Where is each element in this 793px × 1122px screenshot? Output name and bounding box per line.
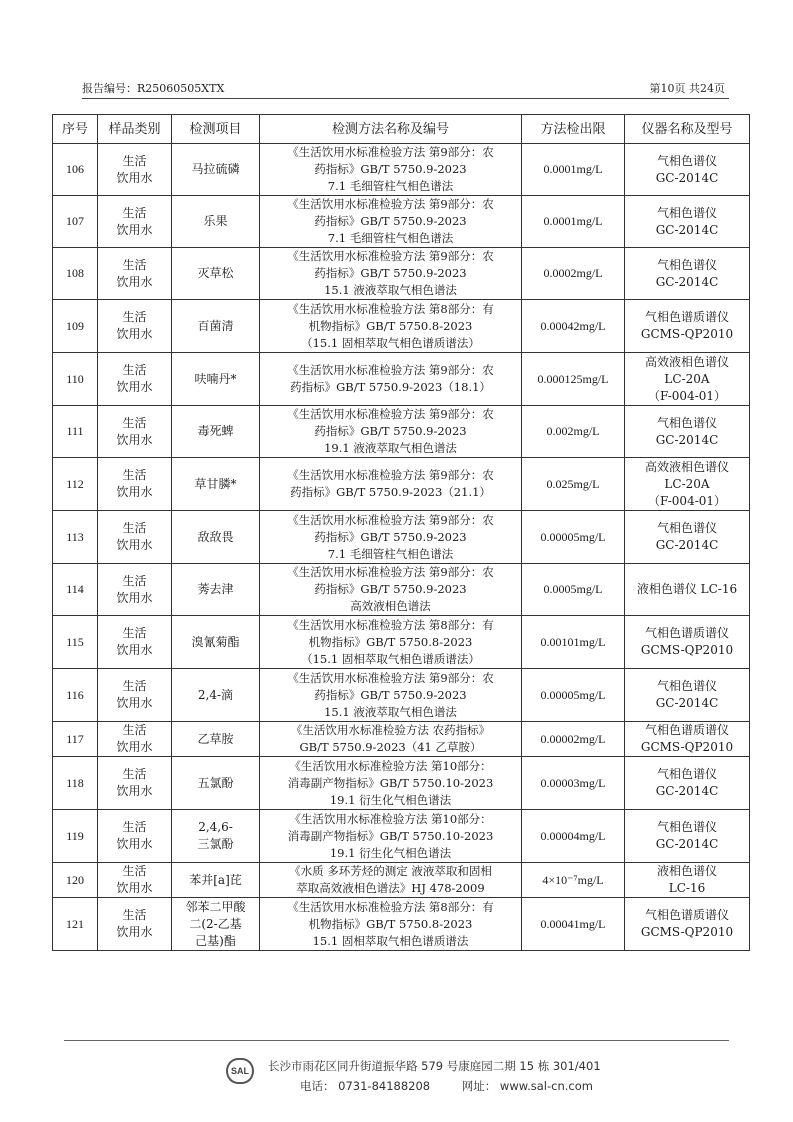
method-line: 消毒副产物指标》GB/T 5750.10-2023: [287, 828, 494, 843]
category-line: 生活: [122, 257, 147, 272]
item-line: 草甘膦*: [194, 476, 237, 491]
cell-method: [260, 898, 522, 951]
cell-item: [172, 722, 260, 757]
table-body: [53, 144, 750, 951]
table-row: [53, 353, 750, 406]
cell-instrument: [625, 353, 750, 406]
item-line: 呋喃丹*: [194, 371, 237, 386]
footer-phone: 电话： 0731-84188208: [300, 1079, 431, 1093]
category-line: 饮用水: [116, 538, 153, 552]
method-line: 药指标》GB/T 5750.9-2023: [314, 687, 467, 702]
instrument-line: 气相色谱仪: [656, 257, 717, 272]
category-line: 饮用水: [116, 881, 153, 895]
table-row: [53, 511, 750, 564]
instrument-line: LC-16: [668, 881, 706, 895]
cell-category: [98, 898, 172, 951]
category-line: 生活: [122, 908, 147, 922]
instrument-line: 气相色谱仪: [656, 521, 717, 535]
instrument-line: GC-2014C: [655, 222, 719, 237]
category-line: 饮用水: [116, 222, 153, 237]
method-line: 19.1 衍生化气相色谱法: [329, 792, 452, 807]
cell-limit: 0.00005mg/L: [522, 669, 625, 722]
table-row: [53, 248, 750, 300]
method-line: 7.1 毛细管柱气相色谱法: [327, 546, 454, 561]
method-line: 19.1 液液萃取气相色谱法: [324, 441, 457, 455]
method-line: 萃取高效液相色谱法》HJ 478-2009: [296, 881, 485, 895]
item-line: 苯并[a]芘: [189, 872, 242, 887]
cell-number: 108: [53, 248, 98, 300]
column-header-instrument: 仪器名称及型号: [625, 115, 750, 144]
cell-item: [172, 458, 260, 511]
item-line: 三氯酚: [197, 837, 234, 851]
method-line: 《生活饮用水标准检验方法 第9部分：农: [287, 407, 494, 421]
method-line: 19.1 衍生化气相色谱法: [329, 845, 452, 860]
table-row: [53, 757, 750, 810]
cell-limit: 0.00042mg/L: [522, 300, 625, 353]
cell-number: 116: [53, 669, 98, 722]
method-line: 《生活饮用水标准检验方法 第9部分：农: [287, 363, 494, 377]
cell-number: 121: [53, 898, 98, 951]
item-line: 莠去津: [197, 582, 234, 596]
results-table: [52, 114, 750, 951]
column-header-category: 样品类别: [98, 115, 172, 144]
cell-instrument: [625, 511, 750, 564]
method-line: 药指标》GB/T 5750.9-2023: [314, 162, 467, 176]
column-header-no: 序号: [53, 115, 98, 144]
method-line: 《生活饮用水标准检验方法 农药指标》: [290, 723, 491, 737]
instrument-line: 气相色谱质谱仪: [644, 723, 729, 737]
cell-instrument: [625, 144, 750, 196]
cell-method: [260, 810, 522, 863]
cell-category: [98, 722, 172, 757]
cell-category: [98, 810, 172, 863]
category-line: 生活: [122, 153, 147, 168]
cell-instrument: [625, 564, 750, 616]
header-divider: [82, 98, 729, 99]
page-header: [82, 79, 725, 97]
table-row: [53, 898, 750, 951]
method-line: 《生活饮用水标准检验方法 第10部分：: [289, 811, 492, 826]
cell-method: [260, 353, 522, 406]
cell-number: 112: [53, 458, 98, 511]
cell-limit: 0.00005mg/L: [522, 511, 625, 564]
method-line: 《水质 多环芳烃的测定 液液萃取和固相: [289, 864, 492, 878]
cell-instrument: [625, 757, 750, 810]
category-line: 生活: [122, 573, 147, 588]
category-line: 饮用水: [116, 784, 153, 798]
cell-item: [172, 196, 260, 248]
cell-item: [172, 511, 260, 564]
cell-method: [260, 669, 522, 722]
instrument-line: GCMS-QP2010: [640, 740, 734, 754]
method-line: 《生活饮用水标准检验方法 第9部分：农: [287, 197, 494, 211]
instrument-line: GC-2014C: [655, 837, 719, 851]
instrument-line: 气相色谱质谱仪: [644, 908, 729, 922]
category-line: 饮用水: [116, 327, 153, 341]
cell-category: [98, 564, 172, 616]
category-line: 饮用水: [116, 740, 153, 754]
category-line: 饮用水: [116, 643, 153, 657]
cell-number: 114: [53, 564, 98, 616]
cell-number: 109: [53, 300, 98, 353]
cell-number: 111: [53, 406, 98, 458]
cell-number: 117: [53, 722, 98, 757]
cell-category: [98, 300, 172, 353]
instrument-line: 气相色谱仪: [656, 820, 717, 834]
category-line: 饮用水: [116, 837, 153, 851]
cell-category: [98, 353, 172, 406]
category-line: 生活: [122, 363, 147, 377]
cell-number: 119: [53, 810, 98, 863]
method-line: （15.1 固相萃取气相色谱质谱法）: [301, 335, 480, 350]
cell-limit: 0.002mg/L: [522, 406, 625, 458]
cell-limit: 0.00041mg/L: [522, 898, 625, 951]
table-row: [53, 406, 750, 458]
instrument-line: 高效液相色谱仪: [644, 354, 729, 369]
cell-limit: 0.0005mg/L: [522, 564, 625, 616]
category-line: 饮用水: [116, 590, 153, 605]
cell-method: [260, 406, 522, 458]
cell-category: [98, 757, 172, 810]
cell-limit: 0.0001mg/L: [522, 144, 625, 196]
method-line: 药指标》GB/T 5750.9-2023: [314, 582, 467, 596]
cell-item: [172, 669, 260, 722]
cell-limit: 0.00101mg/L: [522, 616, 625, 669]
cell-item: [172, 406, 260, 458]
instrument-line: LC-20A: [664, 476, 710, 491]
table-row: [53, 810, 750, 863]
category-line: 生活: [122, 521, 147, 535]
cell-instrument: [625, 616, 750, 669]
item-line: 五氯酚: [197, 775, 234, 790]
cell-number: 106: [53, 144, 98, 196]
cell-instrument: [625, 722, 750, 757]
table-row: [53, 722, 750, 757]
category-line: 饮用水: [116, 696, 153, 710]
method-line: 消毒副产物指标》GB/T 5750.10-2023: [287, 775, 494, 790]
cell-item: [172, 757, 260, 810]
method-line: 15.1 液液萃取气相色谱法: [324, 704, 457, 719]
cell-number: 110: [53, 353, 98, 406]
cell-method: [260, 458, 522, 511]
item-line: 灭草松: [197, 266, 234, 280]
method-line: 高效液相色谱法: [350, 599, 431, 613]
cell-method: [260, 144, 522, 196]
category-line: 生活: [122, 626, 147, 640]
category-line: 饮用水: [116, 170, 153, 185]
instrument-line: （F-004-01）: [647, 388, 727, 403]
item-line: 乐果: [203, 214, 228, 228]
instrument-line: GCMS-QP2010: [640, 327, 734, 341]
cell-number: 115: [53, 616, 98, 669]
method-line: 药指标》GB/T 5750.9-2023（18.1）: [290, 380, 491, 394]
cell-item: [172, 248, 260, 300]
cell-category: [98, 458, 172, 511]
cell-instrument: [625, 406, 750, 458]
table-row: [53, 458, 750, 511]
page-info: 第10页 共24页: [649, 82, 725, 95]
cell-method: [260, 300, 522, 353]
cell-instrument: [625, 898, 750, 951]
report-number: 报告编号：R25060505XTX: [82, 82, 225, 95]
instrument-line: 气相色谱质谱仪: [644, 626, 729, 640]
cell-instrument: [625, 810, 750, 863]
instrument-line: GC-2014C: [655, 432, 719, 447]
cell-category: [98, 406, 172, 458]
instrument-line: 气相色谱仪: [656, 679, 717, 693]
footer-contact: [300, 1078, 621, 1094]
method-line: 15.1 固相萃取气相色谱质谱法: [312, 933, 469, 948]
instrument-line: LC-20A: [664, 371, 710, 386]
cell-limit: 0.000125mg/L: [522, 353, 625, 406]
category-line: 饮用水: [116, 925, 153, 939]
cell-item: [172, 616, 260, 669]
cell-instrument: [625, 458, 750, 511]
cell-category: [98, 144, 172, 196]
instrument-line: 高效液相色谱仪: [644, 459, 729, 474]
category-line: 饮用水: [116, 432, 153, 447]
item-line: 马拉硫磷: [191, 162, 240, 176]
cell-item: [172, 898, 260, 951]
instrument-line: 气相色谱仪: [656, 153, 717, 168]
category-line: 生活: [122, 205, 147, 220]
footer-address: 长沙市雨花区同升街道振华路 579 号康庭园二期 15 栋 301/401: [268, 1059, 601, 1073]
instrument-line: GCMS-QP2010: [640, 925, 734, 939]
instrument-line: 气相色谱仪: [656, 205, 717, 220]
cell-method: [260, 722, 522, 757]
table-row: [53, 564, 750, 616]
method-line: （15.1 固相萃取气相色谱质谱法）: [301, 651, 480, 666]
footer-divider: [64, 1040, 729, 1041]
cell-method: [260, 616, 522, 669]
instrument-line: 液相色谱仪: [656, 864, 717, 878]
cell-instrument: [625, 863, 750, 898]
item-line: 敌敌畏: [197, 529, 234, 544]
item-line: 二(2-乙基: [189, 916, 242, 931]
instrument-line: GC-2014C: [655, 696, 719, 710]
method-line: 《生活饮用水标准检验方法 第10部分：: [289, 758, 492, 773]
column-header-method: 检测方法名称及编号: [260, 115, 522, 144]
method-line: 《生活饮用水标准检验方法 第9部分：农: [287, 249, 494, 263]
instrument-line: 气相色谱仪: [656, 767, 717, 781]
cell-limit: 0.00002mg/L: [522, 722, 625, 757]
cell-item: [172, 353, 260, 406]
cell-item: [172, 144, 260, 196]
method-line: 7.1 毛细管柱气相色谱法: [327, 231, 454, 245]
cell-instrument: [625, 669, 750, 722]
cell-instrument: [625, 248, 750, 300]
logo-text: SAL: [231, 1066, 249, 1076]
item-line: 毒死蜱: [197, 424, 234, 438]
item-line: 百菌清: [197, 318, 234, 333]
table-row: [53, 616, 750, 669]
category-line: 生活: [122, 468, 147, 482]
cell-method: [260, 757, 522, 810]
cell-limit: 0.025mg/L: [522, 458, 625, 511]
footer-website: 网址： www.sal-cn.com: [461, 1079, 593, 1093]
instrument-line: GC-2014C: [655, 538, 719, 552]
table-row: [53, 863, 750, 898]
cell-limit: 0.00004mg/L: [522, 810, 625, 863]
method-line: 《生活饮用水标准检验方法 第9部分：农: [287, 512, 494, 527]
table-header-row: [53, 115, 750, 144]
method-line: 药指标》GB/T 5750.9-2023: [314, 529, 467, 544]
cell-item: [172, 810, 260, 863]
method-line: 《生活饮用水标准检验方法 第8部分：有: [287, 899, 494, 914]
cell-instrument: [625, 196, 750, 248]
cell-method: [260, 511, 522, 564]
table-row: [53, 300, 750, 353]
item-line: 己基)酯: [195, 933, 236, 948]
cell-number: 113: [53, 511, 98, 564]
cell-category: [98, 248, 172, 300]
instrument-line: 气相色谱质谱仪: [644, 310, 729, 324]
cell-number: 107: [53, 196, 98, 248]
cell-limit: 0.0002mg/L: [522, 248, 625, 300]
method-line: 药指标》GB/T 5750.9-2023: [314, 424, 467, 438]
category-line: 生活: [122, 415, 147, 430]
cell-limit: 4×10⁻⁷mg/L: [522, 863, 625, 898]
cell-item: [172, 863, 260, 898]
table-row: [53, 196, 750, 248]
item-line: 乙草胺: [197, 731, 234, 746]
cell-category: [98, 616, 172, 669]
category-line: 生活: [122, 864, 147, 878]
method-line: 15.1 液液萃取气相色谱法: [324, 283, 457, 297]
category-line: 饮用水: [116, 485, 153, 499]
cell-item: [172, 564, 260, 616]
category-line: 生活: [122, 679, 147, 693]
cell-category: [98, 511, 172, 564]
category-line: 饮用水: [116, 274, 153, 289]
column-header-item: 检测项目: [172, 115, 260, 144]
instrument-line: 液相色谱仪 LC-16: [636, 582, 738, 596]
category-line: 生活: [122, 310, 147, 324]
method-line: 7.1 毛细管柱气相色谱法: [327, 179, 454, 193]
cell-category: [98, 863, 172, 898]
category-line: 生活: [122, 820, 147, 834]
method-line: 药指标》GB/T 5750.9-2023: [314, 266, 467, 280]
item-line: 溴氰菊酯: [191, 634, 240, 649]
instrument-line: GC-2014C: [655, 170, 719, 185]
cell-method: [260, 196, 522, 248]
method-line: 机物指标》GB/T 5750.8-2023: [308, 318, 473, 333]
method-line: 《生活饮用水标准检验方法 第9部分：农: [287, 565, 494, 579]
cell-method: [260, 564, 522, 616]
method-line: 药指标》GB/T 5750.9-2023（21.1）: [290, 485, 491, 499]
method-line: GB/T 5750.9-2023（41 乙草胺）: [299, 740, 482, 754]
cell-item: [172, 300, 260, 353]
cell-limit: 0.00003mg/L: [522, 757, 625, 810]
method-line: 药指标》GB/T 5750.9-2023: [314, 214, 467, 228]
method-line: 机物指标》GB/T 5750.8-2023: [308, 916, 473, 931]
cell-category: [98, 669, 172, 722]
category-line: 饮用水: [116, 380, 153, 394]
cell-limit: 0.0001mg/L: [522, 196, 625, 248]
category-line: 生活: [122, 723, 147, 737]
cell-method: [260, 248, 522, 300]
cell-method: [260, 863, 522, 898]
cell-number: 118: [53, 757, 98, 810]
category-line: 生活: [122, 767, 147, 781]
cell-category: [98, 196, 172, 248]
table-row: [53, 144, 750, 196]
item-line: 2,4-滴: [197, 687, 234, 702]
method-line: 《生活饮用水标准检验方法 第8部分：有: [287, 301, 494, 316]
instrument-line: GC-2014C: [655, 274, 719, 289]
method-line: 《生活饮用水标准检验方法 第9部分：农: [287, 145, 494, 159]
cell-number: 120: [53, 863, 98, 898]
method-line: 机物指标》GB/T 5750.8-2023: [308, 634, 473, 649]
company-logo: [226, 1058, 254, 1084]
instrument-line: 气相色谱仪: [656, 415, 717, 430]
column-header-limit: 方法检出限: [522, 115, 625, 144]
method-line: 《生活饮用水标准检验方法 第8部分：有: [287, 617, 494, 632]
instrument-line: GC-2014C: [655, 784, 719, 798]
method-line: 《生活饮用水标准检验方法 第9部分：农: [287, 468, 494, 482]
table-row: [53, 669, 750, 722]
instrument-line: GCMS-QP2010: [640, 643, 734, 657]
item-line: 邻苯二甲酸: [185, 899, 246, 914]
item-line: 2,4,6-: [198, 820, 233, 834]
method-line: 《生活饮用水标准检验方法 第9部分：农: [287, 670, 494, 685]
cell-instrument: [625, 300, 750, 353]
instrument-line: （F-004-01）: [647, 493, 727, 508]
